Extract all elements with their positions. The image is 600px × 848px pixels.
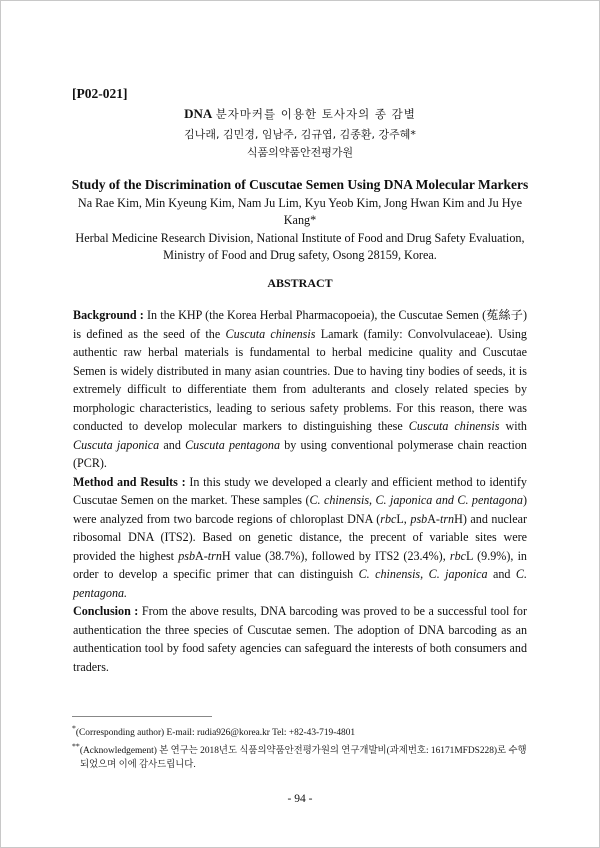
footnote-text: (Acknowledgement) 본 연구는 2018년도 식품의약품안전평가원의 연구개발비(과제번호: 16171MFDS228)로 수행되었으며 이에 감사드립니다. bbox=[79, 746, 527, 771]
species-name: Cuscuta pentagona bbox=[185, 437, 281, 452]
text-span: H value (38.7%), followed by ITS2 (23.4%), bbox=[221, 548, 450, 563]
affiliation-line-2: Ministry of Food and Drug safety, Osong 28159, Korea. bbox=[163, 248, 437, 262]
conclusion-paragraph bbox=[73, 602, 527, 676]
gene-name: psb bbox=[178, 548, 196, 563]
background-label: Background : bbox=[73, 308, 144, 322]
hanja-text: 菟絲子 bbox=[486, 308, 523, 322]
footnote-mark: * bbox=[72, 724, 76, 733]
species-name: Cuscuta chinensis bbox=[225, 326, 316, 341]
text-span: A- bbox=[427, 511, 440, 526]
gene-name: trn bbox=[439, 511, 455, 526]
text-span: ) is defined as the seed of the bbox=[73, 308, 527, 341]
abstract-body bbox=[73, 306, 527, 676]
english-title: Study of the Discrimination of Cuscutae Semen Using DNA Molecular Markers bbox=[71, 177, 529, 192]
background-paragraph bbox=[73, 306, 527, 473]
text-span: L (9.9%), in order to develop a specific primer that can distinguish bbox=[73, 548, 527, 581]
gene-name: rbc bbox=[449, 548, 467, 563]
species-name: Cuscuta japonica bbox=[73, 437, 160, 452]
footnote-mark: ** bbox=[72, 742, 80, 752]
gene-name: rbc bbox=[380, 511, 397, 526]
footnote-text: (Corresponding author) E-mail: rudia926@korea.kr Tel: +82-43-719-4801 bbox=[75, 728, 356, 739]
korean-authors: 김나래, 김민경, 임남주, 김규엽, 김종환, 강주혜* bbox=[184, 128, 416, 141]
abstract-code: [P02-021] bbox=[72, 86, 128, 101]
page-number: - 94 - bbox=[287, 793, 313, 805]
methods-paragraph bbox=[73, 473, 527, 603]
conclusion-label: Conclusion : bbox=[73, 604, 139, 618]
text-span: ) were analyzed from two barcode regions of chloroplast DNA ( bbox=[73, 493, 528, 526]
species-name: C. chinensis, C. japonica bbox=[358, 567, 488, 581]
abstract-heading: ABSTRACT bbox=[267, 276, 333, 290]
footnote-acknowledgement bbox=[72, 740, 532, 772]
methods-label: Method and Results : bbox=[73, 474, 186, 489]
text-span: Lamark (family: Convolvulaceae). Using authentic raw herbal materials is fundamental to herbal medicine quality and Cuscutae Semen is widely distributed in many asian countries. Due to having tiny bodies of seeds, it is extremely difficult to differentiate them from adulterants and closely related species by morphologic characteristics, leading to serious safety problems. For this reason, there was conducted to develop molecular markers to distinguishing these bbox=[73, 326, 527, 433]
korean-title-dna: DNA bbox=[184, 106, 213, 121]
species-name: C. pentagona. bbox=[73, 567, 527, 600]
gene-name: trn bbox=[207, 548, 222, 563]
text-span: with bbox=[499, 419, 527, 433]
english-authors: Na Rae Kim, Min Kyeung Kim, Nam Ju Lim, Kyu Yeob Kim, Jong Hwan Kim and Ju Hye Kang* bbox=[77, 196, 523, 227]
footnotes bbox=[72, 722, 532, 772]
text-span: and bbox=[159, 437, 186, 452]
text-span: From the above results, DNA barcoding was proved to be a successful tool for authentication the three species of Cuscutae semen. The adoption of DNA barcoding as an authentication tool by food safety agencies can safeguard the interests of both consumers and traders. bbox=[73, 604, 527, 674]
species-name: Cuscuta chinensis bbox=[408, 419, 500, 433]
text-span: In the KHP (the Korea Herbal Pharmacopoeia), the Cuscutae Semen ( bbox=[143, 308, 487, 322]
korean-affiliation: 식품의약품안전평가원 bbox=[246, 146, 354, 159]
text-span: A- bbox=[195, 548, 208, 563]
text-span: and bbox=[487, 567, 516, 581]
english-affiliation bbox=[74, 230, 526, 264]
species-name: C. chinensis, C. japonica and C. pentagona bbox=[309, 493, 523, 507]
text-span: In this study we developed a clearly and efficient method to identify Cuscutae Semen on the market. These samples ( bbox=[73, 474, 527, 507]
korean-title bbox=[0, 106, 600, 122]
footnote-corresponding bbox=[72, 722, 532, 740]
korean-title-text: 분자마커를 이용한 토사자의 종 감별 bbox=[215, 107, 416, 121]
footnote-divider bbox=[72, 716, 212, 717]
gene-name: psb bbox=[410, 511, 428, 526]
text-span: by using conventional polymerase chain reaction (PCR). bbox=[73, 437, 527, 470]
text-span: H) and nuclear ribosomal DNA (ITS2). Based on genetic distance, the precent of variable sites were provided the highest bbox=[73, 511, 527, 563]
affiliation-line-1: Herbal Medicine Research Division, National Institute of Food and Drug Safety Evaluation, bbox=[75, 231, 525, 245]
text-span: L, bbox=[396, 511, 411, 526]
